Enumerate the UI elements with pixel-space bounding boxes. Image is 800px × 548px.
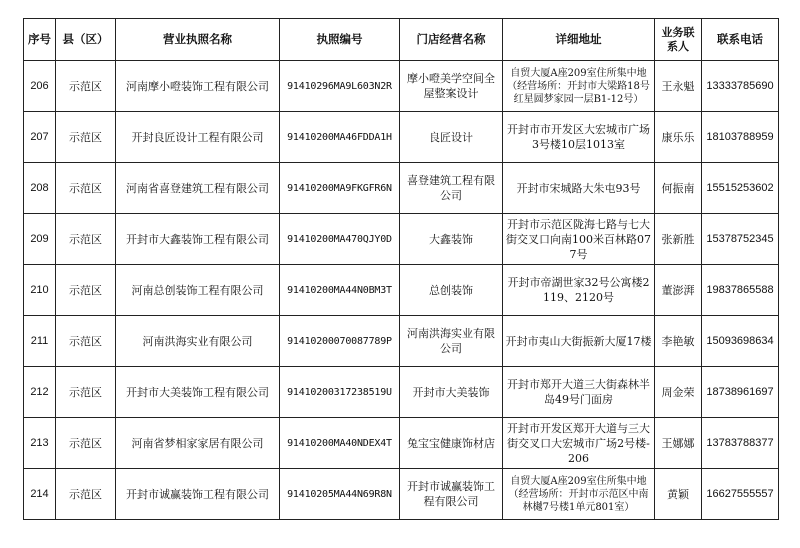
cell-phone: 18738961697 bbox=[702, 367, 779, 418]
cell-license-name: 开封良匠设计工程有限公司 bbox=[116, 112, 280, 163]
header-store-name: 门店经营名称 bbox=[400, 19, 503, 61]
header-address: 详细地址 bbox=[503, 19, 655, 61]
table-row bbox=[24, 61, 779, 112]
cell-license-no: 91410205MA44N69R8N bbox=[280, 469, 400, 520]
cell-store-name: 兔宝宝健康饰材店 bbox=[400, 418, 503, 469]
cell-license-no: 91410200MA44N0BM3T bbox=[280, 265, 400, 316]
cell-address: 开封市宋城路大朱屯93号 bbox=[503, 163, 655, 214]
cell-address: 开封市示范区陇海七路与七大街交叉口向南100米百林路077号 bbox=[503, 214, 655, 265]
cell-county: 示范区 bbox=[56, 61, 116, 112]
cell-contact: 康乐乐 bbox=[655, 112, 702, 163]
business-license-table bbox=[23, 18, 779, 520]
cell-phone: 13333785690 bbox=[702, 61, 779, 112]
cell-address: 开封市开发区郑开大道与三大街交叉口大宏城市广场2号楼-206 bbox=[503, 418, 655, 469]
cell-seq: 206 bbox=[24, 61, 56, 112]
cell-phone: 15378752345 bbox=[702, 214, 779, 265]
header-license-name: 营业执照名称 bbox=[116, 19, 280, 61]
cell-contact: 董澎湃 bbox=[655, 265, 702, 316]
cell-license-no: 91410200MA40NDEX4T bbox=[280, 418, 400, 469]
cell-phone: 15515253602 bbox=[702, 163, 779, 214]
table-row bbox=[24, 469, 779, 520]
cell-address: 开封市帝湖世家32号公寓楼2119、2120号 bbox=[503, 265, 655, 316]
cell-store-name: 大鑫装饰 bbox=[400, 214, 503, 265]
table-row bbox=[24, 316, 779, 367]
cell-address: 自贸大厦A座209室住所集中地（经营场所：开封市大梁路18号红星圆梦家园一层B1-12号） bbox=[503, 61, 655, 112]
cell-county: 示范区 bbox=[56, 214, 116, 265]
cell-county: 示范区 bbox=[56, 418, 116, 469]
table-row bbox=[24, 367, 779, 418]
cell-phone: 16627555557 bbox=[702, 469, 779, 520]
cell-store-name: 开封市诚赢装饰工程有限公司 bbox=[400, 469, 503, 520]
cell-license-name: 河南摩小噔装饰工程有限公司 bbox=[116, 61, 280, 112]
cell-license-no: 91410200MA46FDDA1H bbox=[280, 112, 400, 163]
cell-seq: 212 bbox=[24, 367, 56, 418]
cell-license-no: 91410200MA9FKGFR6N bbox=[280, 163, 400, 214]
header-row bbox=[24, 19, 779, 61]
cell-license-name: 河南洪海实业有限公司 bbox=[116, 316, 280, 367]
cell-store-name: 摩小噔美学空间全屋整案设计 bbox=[400, 61, 503, 112]
cell-county: 示范区 bbox=[56, 265, 116, 316]
cell-seq: 214 bbox=[24, 469, 56, 520]
cell-county: 示范区 bbox=[56, 112, 116, 163]
cell-contact: 王娜娜 bbox=[655, 418, 702, 469]
cell-license-name: 开封市诚赢装饰工程有限公司 bbox=[116, 469, 280, 520]
cell-address: 开封市郑开大道三大街森林半岛49号门面房 bbox=[503, 367, 655, 418]
cell-license-no: 91410296MA9L603N2R bbox=[280, 61, 400, 112]
cell-contact: 张新胜 bbox=[655, 214, 702, 265]
cell-license-no: 91410200MA470QJY0D bbox=[280, 214, 400, 265]
cell-address: 自贸大厦A座209室住所集中地（经营场所：开封市示范区中南林樾7号楼1单元801室） bbox=[503, 469, 655, 520]
table-row bbox=[24, 112, 779, 163]
cell-license-no: 91410200070087789P bbox=[280, 316, 400, 367]
cell-seq: 213 bbox=[24, 418, 56, 469]
header-contact: 业务联系人 bbox=[655, 19, 702, 61]
cell-contact: 李艳敏 bbox=[655, 316, 702, 367]
header-license-no: 执照编号 bbox=[280, 19, 400, 61]
cell-seq: 209 bbox=[24, 214, 56, 265]
cell-store-name: 良匠设计 bbox=[400, 112, 503, 163]
cell-license-name: 开封市大鑫装饰工程有限公司 bbox=[116, 214, 280, 265]
cell-license-name: 开封市大美装饰工程有限公司 bbox=[116, 367, 280, 418]
cell-store-name: 总创装饰 bbox=[400, 265, 503, 316]
cell-seq: 211 bbox=[24, 316, 56, 367]
cell-contact: 何振南 bbox=[655, 163, 702, 214]
cell-address: 开封市市开发区大宏城市广场3号楼10层1013室 bbox=[503, 112, 655, 163]
cell-seq: 207 bbox=[24, 112, 56, 163]
cell-license-name: 河南总创装饰工程有限公司 bbox=[116, 265, 280, 316]
cell-license-no: 91410200317238519U bbox=[280, 367, 400, 418]
cell-store-name: 喜登建筑工程有限公司 bbox=[400, 163, 503, 214]
cell-seq: 208 bbox=[24, 163, 56, 214]
header-seq: 序号 bbox=[24, 19, 56, 61]
table-row bbox=[24, 265, 779, 316]
cell-contact: 王永魁 bbox=[655, 61, 702, 112]
cell-phone: 18103788959 bbox=[702, 112, 779, 163]
cell-county: 示范区 bbox=[56, 316, 116, 367]
cell-county: 示范区 bbox=[56, 367, 116, 418]
cell-contact: 周金荣 bbox=[655, 367, 702, 418]
license-table-wrapper bbox=[23, 18, 779, 520]
cell-county: 示范区 bbox=[56, 469, 116, 520]
cell-phone: 13783788377 bbox=[702, 418, 779, 469]
cell-phone: 15093698634 bbox=[702, 316, 779, 367]
table-row bbox=[24, 214, 779, 265]
cell-store-name: 河南洪海实业有限公司 bbox=[400, 316, 503, 367]
cell-license-name: 河南省梦相家家居有限公司 bbox=[116, 418, 280, 469]
cell-address: 开封市夷山大街振新大厦17楼 bbox=[503, 316, 655, 367]
cell-store-name: 开封市大美装饰 bbox=[400, 367, 503, 418]
cell-phone: 19837865588 bbox=[702, 265, 779, 316]
cell-license-name: 河南省喜登建筑工程有限公司 bbox=[116, 163, 280, 214]
cell-contact: 黄颖 bbox=[655, 469, 702, 520]
header-phone: 联系电话 bbox=[702, 19, 779, 61]
table-row bbox=[24, 418, 779, 469]
header-county: 县（区） bbox=[56, 19, 116, 61]
cell-county: 示范区 bbox=[56, 163, 116, 214]
table-row bbox=[24, 163, 779, 214]
cell-seq: 210 bbox=[24, 265, 56, 316]
